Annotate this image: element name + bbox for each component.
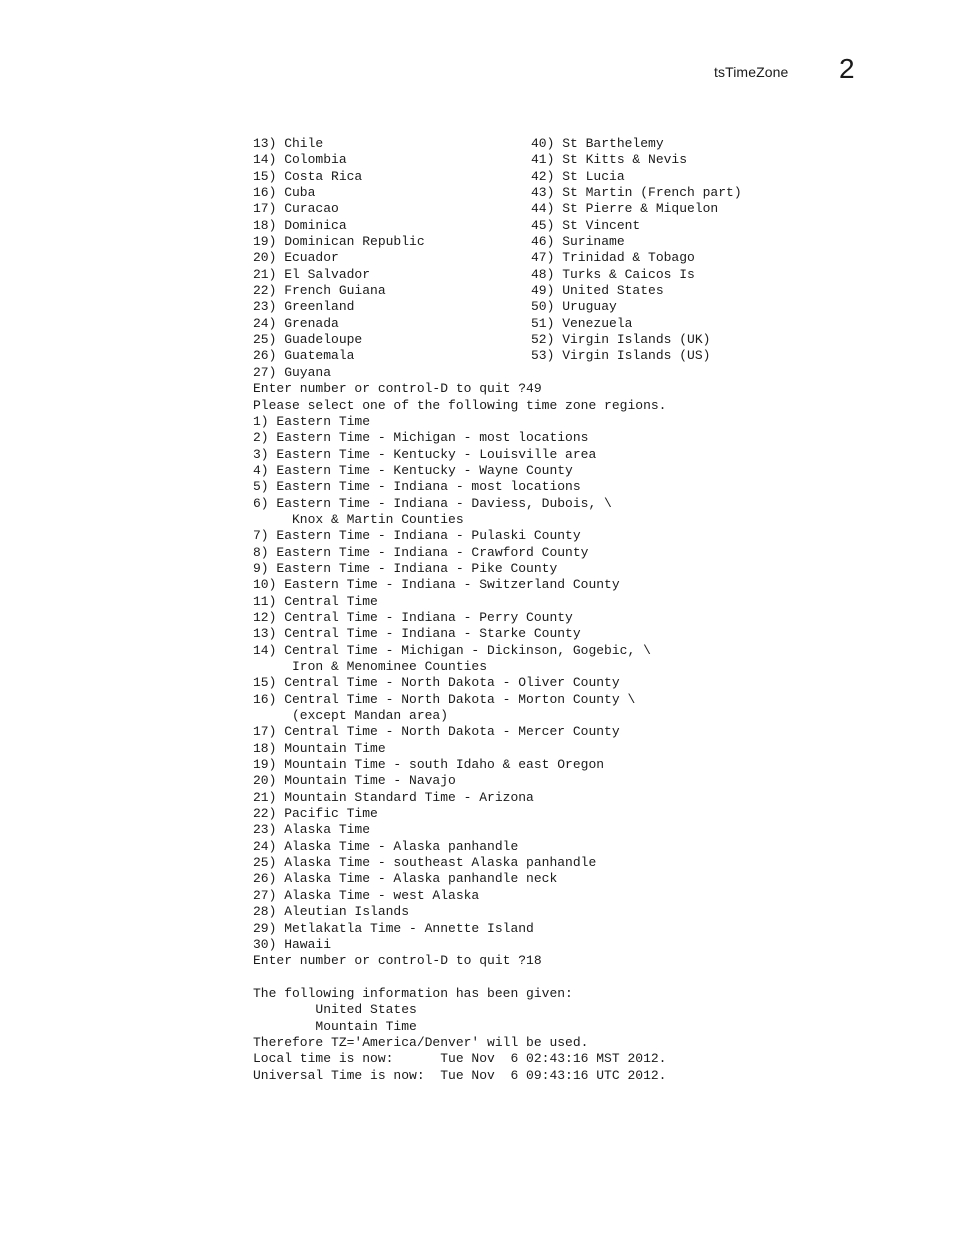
- code-line: 15) Costa Rica: [253, 168, 363, 184]
- code-line: 18) Mountain Time: [253, 740, 386, 756]
- code-line: 47) Trinidad & Tobago: [531, 250, 695, 266]
- code-line: United States: [253, 1002, 417, 1018]
- code-line: 22) French Guiana: [253, 283, 386, 299]
- code-line: 18) Dominica: [253, 217, 347, 233]
- code-line: Universal Time is now: Tue Nov 6 09:43:16 UTC 2012.: [253, 1067, 667, 1083]
- code-line: 20) Mountain Time - Navajo: [253, 773, 456, 789]
- code-line: Please select one of the following time zone regions.: [253, 397, 667, 413]
- terminal-output: [253, 381, 742, 1084]
- code-line: Iron & Menominee Counties: [253, 659, 488, 674]
- code-line: 25) Guadeloupe: [253, 332, 363, 348]
- code-listing: [253, 136, 742, 1084]
- code-line: 6) Eastern Time - Indiana - Daviess, Dubois, \: [253, 495, 612, 511]
- code-line: 26) Guatemala: [253, 348, 355, 364]
- code-line: 15) Central Time - North Dakota - Oliver County: [253, 675, 620, 691]
- code-line: 19) Mountain Time - south Idaho & east Oregon: [253, 757, 605, 773]
- code-line: 30) Hawaii: [253, 936, 332, 952]
- code-line: 2) Eastern Time - Michigan - most locations: [253, 430, 589, 446]
- code-line: 43) St Martin (French part): [531, 185, 742, 201]
- country-list-left-column: [253, 136, 531, 381]
- code-line: 48) Turks & Caicos Is: [531, 266, 695, 282]
- running-header-title: tsTimeZone: [714, 64, 789, 80]
- code-line: 27) Alaska Time - west Alaska: [253, 887, 480, 903]
- code-line: 14) Colombia: [253, 152, 347, 168]
- code-line: 27) Guyana: [253, 364, 332, 380]
- code-line: Therefore TZ='America/Denver' will be used.: [253, 1034, 589, 1050]
- code-line: 17) Central Time - North Dakota - Mercer County: [253, 724, 620, 740]
- code-line: 29) Metlakatla Time - Annette Island: [253, 920, 534, 936]
- code-line: 14) Central Time - Michigan - Dickinson, Gogebic, \: [253, 642, 651, 658]
- code-line: 51) Venezuela: [531, 315, 633, 331]
- code-line: 12) Central Time - Indiana - Perry County: [253, 609, 573, 625]
- chapter-number: 2: [839, 53, 855, 84]
- code-line: 10) Eastern Time - Indiana - Switzerland County: [253, 577, 620, 593]
- code-line: 7) Eastern Time - Indiana - Pulaski County: [253, 528, 581, 544]
- code-line: 8) Eastern Time - Indiana - Crawford County: [253, 544, 589, 560]
- code-line: 53) Virgin Islands (US): [531, 348, 711, 364]
- code-line: 20) Ecuador: [253, 250, 339, 266]
- code-line: Knox & Martin Counties: [253, 511, 464, 527]
- code-line: 9) Eastern Time - Indiana - Pike County: [253, 560, 558, 576]
- code-line: (except Mandan area): [253, 708, 449, 724]
- code-line: 22) Pacific Time: [253, 806, 378, 822]
- code-line: 16) Cuba: [253, 185, 316, 201]
- code-line: 42) St Lucia: [531, 168, 625, 184]
- code-line: 21) El Salvador: [253, 266, 371, 282]
- code-line: 13) Central Time - Indiana - Starke County: [253, 626, 581, 642]
- code-line: 19) Dominican Republic: [253, 234, 425, 250]
- code-line: 16) Central Time - North Dakota - Morton County \: [253, 691, 636, 707]
- code-line: 17) Curacao: [253, 201, 339, 217]
- code-line: 23) Greenland: [253, 299, 355, 315]
- code-line: 3) Eastern Time - Kentucky - Louisville area: [253, 446, 597, 462]
- code-line: 46) Suriname: [531, 234, 625, 250]
- code-line: 25) Alaska Time - southeast Alaska panhandle: [253, 855, 597, 871]
- country-list: [253, 136, 742, 381]
- code-line: 49) United States: [531, 283, 664, 299]
- country-list-right-column: [531, 136, 742, 381]
- code-line: [253, 970, 742, 986]
- code-line: 24) Alaska Time - Alaska panhandle: [253, 838, 519, 854]
- code-line: 44) St Pierre & Miquelon: [531, 201, 719, 217]
- code-line: 45) St Vincent: [531, 217, 641, 233]
- code-line: 23) Alaska Time: [253, 822, 371, 838]
- code-line: 5) Eastern Time - Indiana - most locations: [253, 479, 581, 495]
- code-line: Enter number or control-D to quit ?18: [253, 953, 542, 969]
- code-line: 13) Chile: [253, 136, 324, 151]
- code-line: Mountain Time: [253, 1018, 417, 1034]
- code-line: Enter number or control-D to quit ?49: [253, 381, 542, 397]
- code-line: 52) Virgin Islands (UK): [531, 332, 711, 348]
- code-line: 11) Central Time: [253, 593, 378, 609]
- code-line: 50) Uruguay: [531, 299, 617, 315]
- code-line: 40) St Barthelemy: [531, 136, 664, 151]
- code-line: 28) Aleutian Islands: [253, 904, 410, 920]
- code-line: 26) Alaska Time - Alaska panhandle neck: [253, 871, 558, 887]
- code-line: The following information has been given:: [253, 985, 573, 1001]
- code-line: 41) St Kitts & Nevis: [531, 152, 688, 168]
- code-line: 1) Eastern Time: [253, 413, 371, 429]
- code-line: Local time is now: Tue Nov 6 02:43:16 MST 2012.: [253, 1051, 667, 1067]
- code-line: 4) Eastern Time - Kentucky - Wayne County: [253, 462, 573, 478]
- code-line: 21) Mountain Standard Time - Arizona: [253, 789, 534, 805]
- code-line: 24) Grenada: [253, 315, 339, 331]
